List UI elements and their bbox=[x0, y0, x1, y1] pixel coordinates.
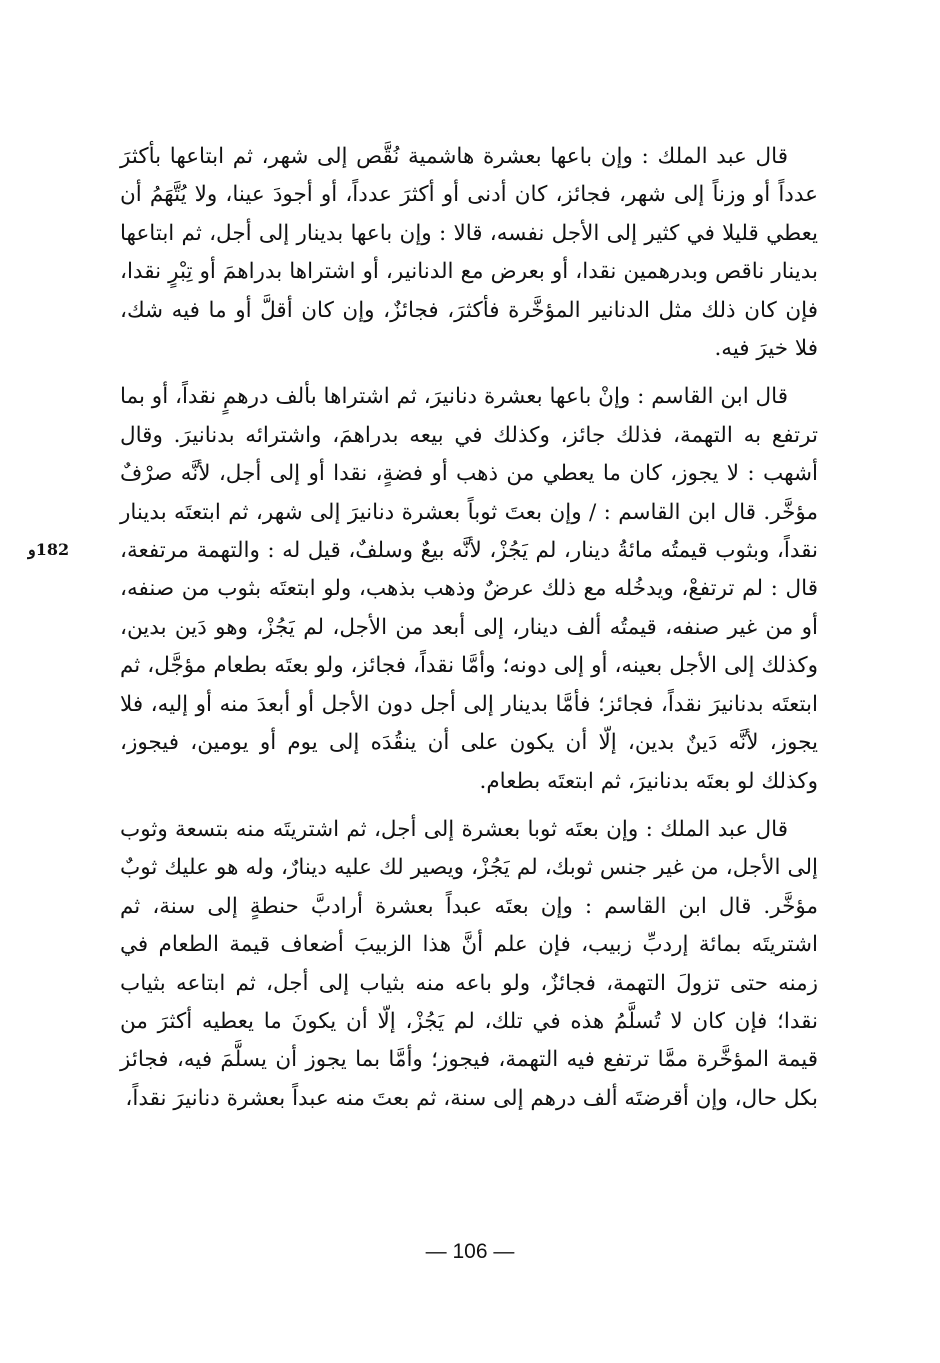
paragraph-3: قال عبد الملك : وإن بعتَه ثوبا بعشرة إلى أجل، ثم اشتريتَه منه بتسعة وثوب إلى الأجل، من غير جنس ثوبك، لم يَجُزْ، ويصير لك عليه دينارٌ، وله هو عليك ثوبٌ مؤخَّر. قال ابن القاسم : وإن بعتَه عبداً بعشرة أرادبَّ حنطةٍ إلى سنة، ثم اشتريتَه بمائة إردبِّ زبيب، فإن علم أنَّ هذا الزبيبَ أضعاف قيمة الطعام في زمنه حتى تزولَ التهمة، فجائزٌ، ولو باعه منه بثياب إلى أجل، ثم ابتاعه بثياب نقدا؛ فإن كان لا تُسلَّمُ هذه في تلك، لم يَجُزْ، إلّا أن يكونَ ما يعطيه أكثرَ من قيمة المؤخَّرة ممَّا ترتفع فيه التهمة، فيجوز؛ وأمَّا بما يجوز أن يسلَّمَ فيه، فجائز بكل حال، وإن أقرضتَه ألف درهم إلى سنة، ثم بعتَ منه عبداً بعشرة دنانيرَ نقداً، bbox=[120, 816, 818, 1111]
paragraph-2: قال ابن القاسم : وإنْ باعها بعشرة دنانيرَ، ثم اشتراها بألف درهمٍ نقداً، أو بما ترتفع به التهمة، فذلك جائز، وكذلك في بيعه بدراهمَ، واشترائه بدنانيرَ. وقال أشهب : لا يجوز، كان ما يعطي من ذهب أو فضةٍ، نقدا أو إلى أجل، لأنَّه صرْفٌ مؤخَّر. قال ابن القاسم : / وإن بعتَ ثوباً بعشرة دنانيرَ إلى شهر، ثم ابتعتَه بدينار نقداً، وبثوب قيمتُه مائةُ دينار، لم يَجُزْ، لأنَّه بيعٌ وسلفٌ، قيل له : والتهمة مرتفعة، قال : لم ترتفعْ، ويدخُله مع ذلك عرضٌ وذهب بذهب، ولو ابتعتَه بثوب من صنفه، أو من غير صنفه، قيمتُه ألف دينار، إلى أبعد من الأجل، لم يَجُزْ، وهو دَين بدين، وكذلك إلى الأجل بعينه، أو إلى دونه؛ وأمَّا نقداً، فجائز، ولو بعتَه بطعام مؤجَّل، ثم ابتعتَه بدنانيرَ نقداً، فجائز؛ فأمَّا بدينار إلى أجل دون الأجل أو أبعدَ منه أو إليه، فلا يجوز، لأنَّه دَينٌ بدين، إلّا أن يكون على أن ينقُدَه إلى يوم أو يومين، فيجوز، وكذلك لو بعتَه بدنانيرَ، ثم ابتعتَه بطعام. bbox=[120, 384, 818, 794]
page-number: — 106 — bbox=[425, 1240, 515, 1263]
paragraph-1: قال عبد الملك : وإن باعها بعشرة هاشمية نُقَّص إلى شهر، ثم ابتاعها بأكثرَ عدداً أو وزناً إلى شهر، فجائز، كان أدنى أو أكثرَ عدداً، أو أجودَ عينا، ولا يُتَّهَمُ أن يعطي قليلا في كثير إلى الأجل نفسه، قالا : وإن باعها بدينار إلى أجل، ثم ابتاعها بدينار ناقص وبدرهمين نقدا، أو بعرض مع الدنانير، أو اشتراها بدراهمَ أو تِبْرٍ نقدا، فإن كان ذلك مثل الدنانير المؤخَّرة فأكثرَ، فجائزٌ، وإن كان أقلَّ أو ما فيه شك، فلا خيرَ فيه. bbox=[120, 144, 818, 362]
main-text bbox=[120, 138, 818, 1118]
folio-margin-note: 182و bbox=[28, 540, 70, 559]
